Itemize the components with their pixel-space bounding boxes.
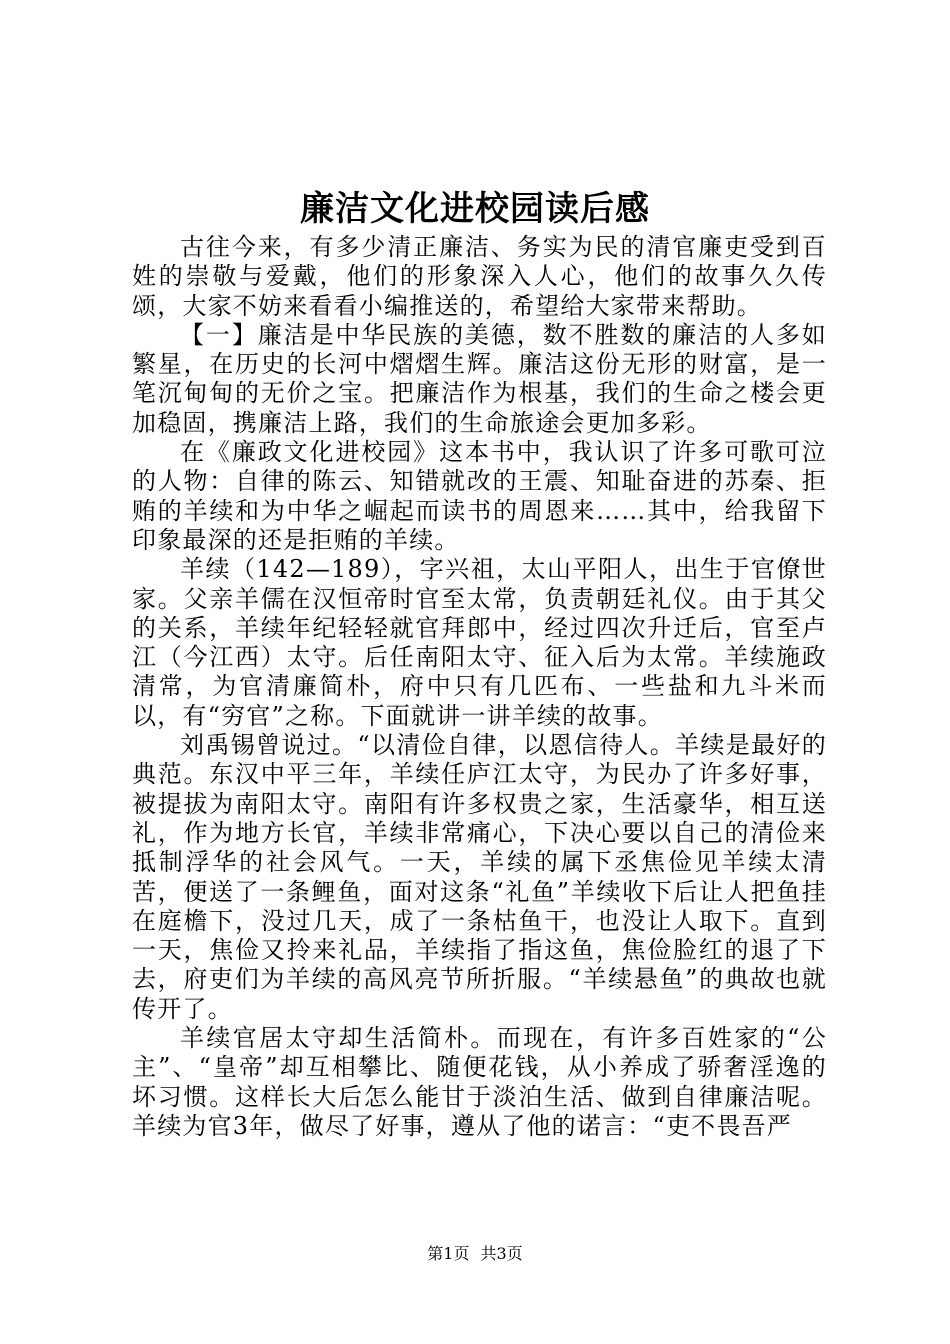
document-body — [132, 233, 827, 1141]
paragraph-1: 【一】廉洁是中华民族的美德，数不胜数的廉洁的人多如繁星，在历史的长河中熠熠生辉。廉洁这份无形的财富，是一笔沉甸甸的无价之宝。把廉洁作为根基，我们的生命之楼会更加稳固，携廉洁上路，我们的生命旅途会更加多彩。 — [132, 320, 827, 437]
paragraph-4: 刘禹锡曾说过。“以清俭自律，以恩信待人。羊续是最好的典范。东汉中平三年，羊续任庐江太守，为民办了许多好事，被提拔为南阳太守。南阳有许多权贵之家，生活豪华，相互送礼，作为地方长官，羊续非常痛心，下决心要以自己的清俭来抵制浮华的社会风气。一天，羊续的属下丞焦俭见羊续太清苦，便送了一条鲤鱼，面对这条“礼鱼”羊续收下后让人把鱼挂在庭檐下，没过几天，成了一条枯鱼干，也没让人取下。直到一天，焦俭又拎来礼品，羊续指了指这鱼，焦俭脸红的退了下去，府吏们为羊续的高风亮节所折服。“羊续悬鱼”的典故也就传开了。 — [132, 731, 827, 1023]
paragraph-intro: 古往今来，有多少清正廉洁、务实为民的清官廉吏受到百姓的崇敬与爱戴，他们的形象深入人心，他们的故事久久传颂，大家不妨来看看小编推送的，希望给大家带来帮助。 — [132, 233, 827, 320]
document-title: 廉洁文化进校园读后感 — [300, 189, 650, 229]
page-number: 第1页 — [427, 1244, 470, 1263]
page-footer — [0, 1243, 950, 1265]
paragraph-3: 羊续（142—189），字兴祖，太山平阳人，出生于官僚世家。父亲羊儒在汉恒帝时官至太常，负责朝廷礼仪。由于其父的关系，羊续年纪轻轻就官拜郎中，经过四次升迁后，官至卢江（今江西）太守。后任南阳太守、征入后为太常。羊续施政清常，为官清廉简朴，府中只有几匹布、一些盐和九斗米而以，有“穷官”之称。下面就讲一讲羊续的故事。 — [132, 555, 827, 730]
paragraph-5: 羊续官居太守却生活简朴。而现在，有许多百姓家的“公主”、“皇帝”却互相攀比、随便花钱，从小养成了骄奢淫逸的坏习惯。这样长大后怎么能甘于淡泊生活、做到自律廉洁呢。羊续为官3年，做尽了好事，遵从了他的诺言：“吏不畏吾严 — [132, 1024, 827, 1140]
paragraph-2: 在《廉政文化进校园》这本书中，我认识了许多可歌可泣的人物：自律的陈云、知错就改的王震、知耻奋进的苏秦、拒贿的羊续和为中华之崛起而读书的周恩来……其中，给我留下印象最深的还是拒贿的羊续。 — [132, 438, 827, 554]
page-total: 共3页 — [480, 1244, 523, 1263]
